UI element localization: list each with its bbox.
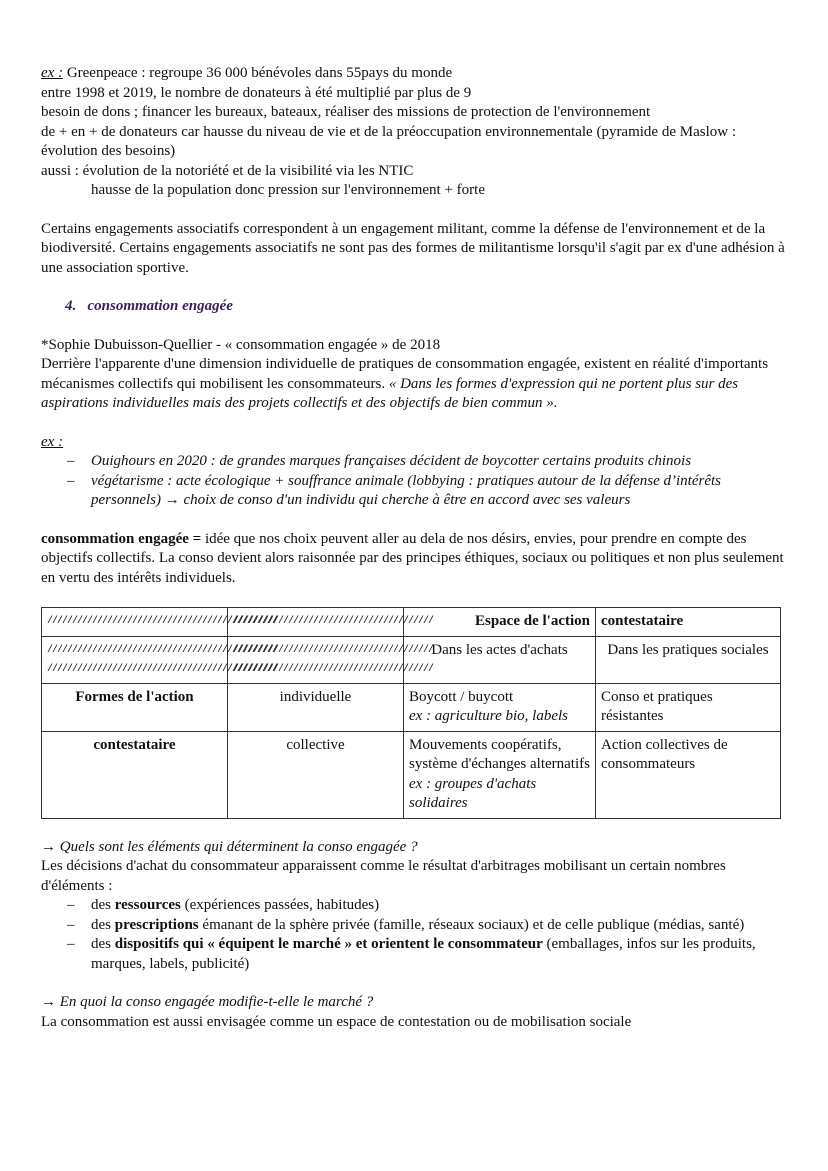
table-cell: Action collectives de consommateurs — [596, 731, 781, 818]
table-row — [42, 608, 781, 637]
table-cell: Formes de l'action — [42, 683, 228, 731]
table-cell: individuelle — [228, 683, 404, 731]
list-item: – Ouighours en 2020 : de grandes marques françaises décident de boycotter certains produits chinois — [67, 452, 788, 472]
definition-term: consommation engagée = — [41, 530, 202, 547]
dubuisson-paragraph: Derrière l'apparente d'une dimension individuelle de pratiques de consommation engagée, existent en réalité d'importants mécanismes collectifs qui mobilisent les consommateurs. « Dans les formes d'expression qui ne portent plus sur des aspirations individuelles mais des projets collectifs et des objectifs de bien commun ». — [41, 356, 769, 411]
intro-line-2: entre 1998 et 2019, le nombre de donateurs à été multiplié par plus de 9 — [41, 84, 472, 101]
action-table — [41, 607, 781, 819]
militant-paragraph: Certains engagements associatifs correspondent à un engagement militant, comme la défense de l'environnement et de la biodiversité. Certains engagements associatifs ne sont pas des formes de militantisme lorsqu'il s'agit par ex d'une adhésion à une association sportive. — [41, 220, 785, 276]
table-cell: //////////////////////////////////////// //////////////////////////////////////// — [228, 636, 404, 683]
intro-line-6: hausse de la population donc pression sur l'environnement + forte — [91, 182, 485, 198]
section-heading: 4. consommation engagée — [65, 298, 233, 314]
intro-line-5: aussi : évolution de la notoriété et de la visibilité via les NTIC — [41, 162, 414, 179]
table-cell: contestataire — [596, 608, 781, 637]
table-cell: Mouvements coopératifs, système d'échanges alternatifs ex : groupes d'achats solidaires — [404, 731, 596, 818]
intro-block — [41, 64, 788, 201]
examples-list — [41, 452, 788, 511]
question-1-text: Les décisions d'achat du consommateur apparaissent comme le résultat d'arbitrages mobilisant un certain nombres d'éléments : — [41, 858, 726, 894]
table-cell: ////////////////////////////////////////////// — [42, 608, 228, 637]
list-item: – végétarisme : acte écologique + souffrance animale (lobbying : pratiques autour de la défense d’intérêts personnels) → choix de conso d'un individu qui cherche à être en accord avec ses valeurs — [67, 472, 788, 511]
table-cell: Boycott / buycott ex : agriculture bio, labels — [404, 683, 596, 731]
table-cell: //////////////////////////////////////// — [228, 608, 404, 637]
ex-label: ex : — [41, 65, 64, 81]
dubuisson-quote: « Dans les formes d'expression qui ne portent plus sur des aspirations individuelles mais des projets collectifs et des objectifs de bien commun ». — [41, 375, 739, 411]
intro-line-3: besoin de dons ; financer les bureaux, bateaux, réaliser des missions de protection de l'environnement — [41, 104, 651, 120]
question-2-text: La consommation est aussi envisagée comme un espace de contestation ou de mobilisation sociale — [41, 1013, 632, 1030]
intro-line-4: de + en + de donateurs car hausse du niveau de vie et de la préoccupation environnementale (pyramide de Maslow : évolution des besoins) — [41, 123, 736, 159]
table-row — [42, 683, 781, 731]
definition-paragraph: consommation engagée = idée que nos choix peuvent aller au dela de nos désirs, envies, pour prendre en compte des objectifs collectifs. La conso devient alors raisonnée par des principes éthiques, sociaux ou politiques et non plus seulement en vertu des intérêts individuels. — [41, 530, 784, 586]
question-2-title: → En quoi la conso engagée modifie-t-elle le marché ? — [41, 994, 374, 1010]
table-cell: contestataire — [42, 731, 228, 818]
list-item: – des dispositifs qui « équipent le marché » et orientent le consommateur (emballages, infos sur les produits, marques, labels, publicité) — [67, 935, 788, 974]
list-item: – des prescriptions émanant de la sphère privée (famille, réseaux sociaux) et de celle publique (médias, santé) — [67, 916, 788, 936]
dubuisson-reference: *Sophie Dubuisson-Quellier - « consommation engagée » de 2018 — [41, 336, 441, 353]
elements-list — [41, 896, 788, 974]
table-cell: Dans les pratiques sociales — [596, 636, 781, 683]
table-cell: Espace de l'action — [404, 608, 596, 637]
examples-label: ex : — [41, 433, 64, 450]
table-cell: Conso et pratiques résistantes — [596, 683, 781, 731]
table-cell: collective — [228, 731, 404, 818]
table-row — [42, 636, 781, 683]
intro-line-1: ex : Greenpeace : regroupe 36 000 bénévoles dans 55pays du monde — [41, 65, 453, 81]
question-1-title: → Quels sont les éléments qui déterminent la conso engagée ? — [41, 838, 418, 855]
list-item: – des ressources (expériences passées, habitudes) — [67, 896, 788, 916]
table-cell: Dans les actes d'achats — [404, 636, 596, 683]
table-row — [42, 731, 781, 818]
table-cell: ////////////////////////////////////////////// ////////////////////////////////////////////// — [42, 636, 228, 683]
